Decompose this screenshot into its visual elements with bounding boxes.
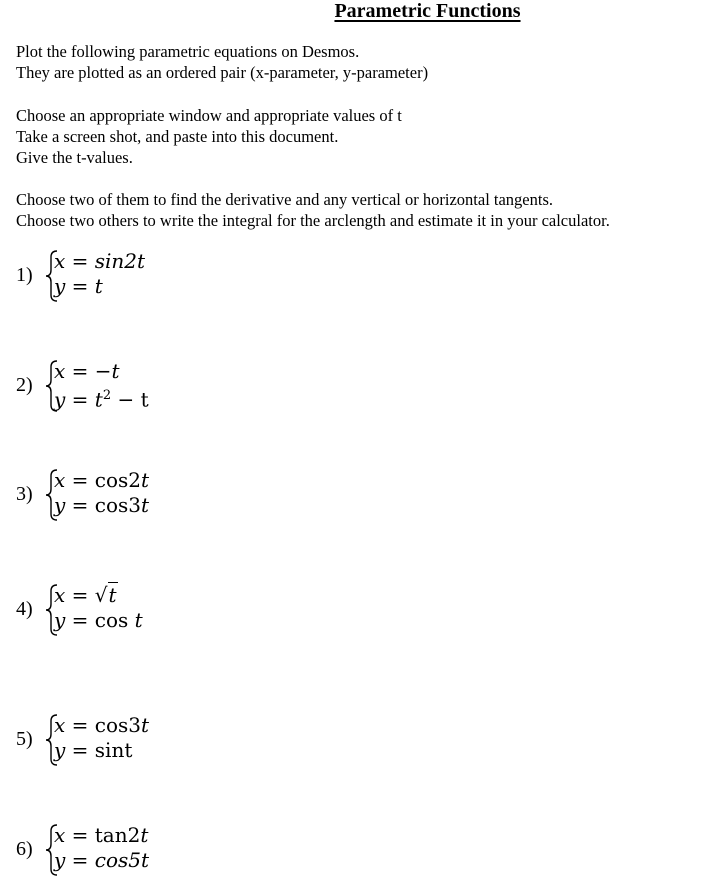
problem-5: [16, 712, 316, 768]
problem-2: [16, 358, 316, 414]
intro-paragraph: [16, 41, 428, 83]
x-equation: x = √t: [54, 583, 117, 607]
problem-number: 1): [16, 264, 33, 286]
y-equation: y = cos3t: [54, 493, 150, 517]
square-root: √t: [94, 583, 117, 607]
problem-6: [16, 822, 316, 878]
instructions-line-2: Take a screen shot, and paste into this document.: [16, 127, 339, 146]
y-equation: y = t: [54, 274, 103, 298]
problem-4: [16, 582, 316, 638]
x-equation: x = cos3t: [54, 713, 150, 737]
instructions-line-1: Choose an appropriate window and appropriate values of t: [16, 106, 402, 125]
problem-3: [16, 467, 316, 523]
x-equation: x = cos2t: [54, 468, 150, 492]
tasks-line-2: Choose two others to write the integral for the arclength and estimate it in your calculator.: [16, 211, 610, 230]
problem-number: 2): [16, 374, 33, 396]
tasks-paragraph: [16, 189, 610, 231]
problem-number: 5): [16, 728, 33, 750]
instructions-line-3: Give the t-values.: [16, 148, 133, 167]
tasks-line-1: Choose two of them to find the derivative and any vertical or horizontal tangents.: [16, 190, 554, 209]
problem-number: 6): [16, 838, 33, 860]
x-equation: x = −t: [54, 359, 120, 383]
problem-number: 4): [16, 598, 33, 620]
instructions-paragraph: [16, 105, 402, 168]
y-equation: y = sint: [54, 738, 133, 762]
y-equation: y = cos5t: [54, 848, 150, 872]
y-equation: y = cos t: [54, 608, 143, 632]
problem-number: 3): [16, 483, 33, 505]
x-equation: x = tan2t: [54, 823, 149, 847]
y-equation: $y = t^2 - t$: [54, 387, 149, 412]
problem-1: [16, 248, 316, 304]
x-equation: x = sin2t: [54, 249, 146, 273]
page-title: Parametric Functions: [334, 0, 521, 22]
intro-line-2: They are plotted as an ordered pair (x-parameter, y-parameter): [16, 63, 429, 82]
intro-line-1: Plot the following parametric equations on Desmos.: [16, 42, 360, 61]
